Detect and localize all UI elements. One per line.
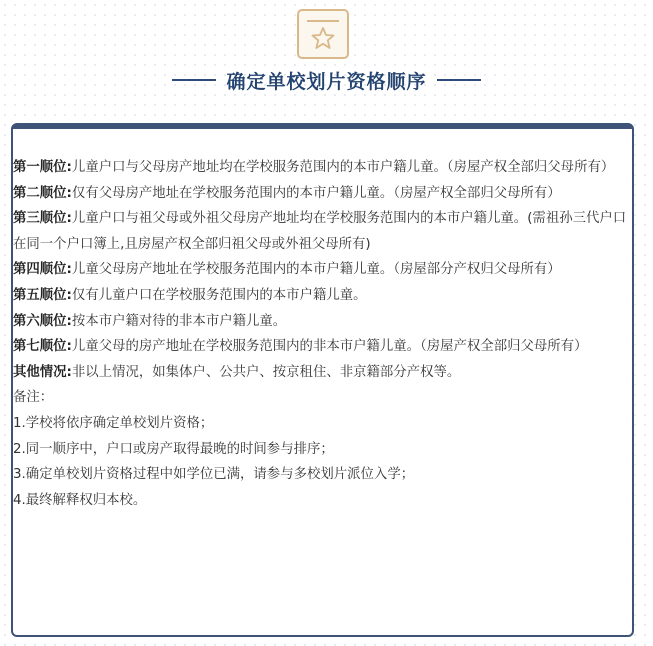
title-line-right — [437, 79, 481, 81]
content-body — [13, 155, 632, 513]
rule-label: 第四顺位: — [13, 262, 72, 278]
rule-text: 仅有儿童户口在学校服务范围内的本市户籍儿童。 — [71, 287, 367, 303]
star-badge-icon — [297, 9, 349, 59]
rule-label: 第六顺位: — [13, 313, 72, 329]
page-title: 确定单校划片资格顺序 — [226, 70, 427, 93]
title-row — [0, 63, 653, 97]
rule-item-5 — [13, 283, 632, 309]
rule-text: 按本市户籍对待的非本市户籍儿童。 — [71, 313, 287, 329]
rule-item-6 — [13, 309, 632, 335]
note-item-1: 1.学校将依序确定单校划片资格； — [13, 415, 214, 431]
rule-item-1 — [13, 155, 632, 181]
rule-label: 第三顺位: — [13, 211, 72, 227]
star-icon — [311, 27, 335, 49]
note-item-3: 3.确定单校划片资格过程中如学位已满，请参与多校划片派位入学； — [13, 467, 415, 483]
rule-item-4 — [13, 257, 632, 283]
note-item-2: 2.同一顺序中，户口或房产取得最晚的时间参与排序； — [13, 441, 334, 457]
rule-item-other — [13, 360, 632, 386]
badge-bar — [307, 20, 339, 22]
rule-text: 儿童户口与祖父母或外祖父母房产地址均在学校服务范围内的本市户籍儿童。(需祖孙三代户口在同一个户口簿上,且房屋产权全部归祖父母或外祖父母所有) — [13, 211, 627, 252]
rule-item-7 — [13, 334, 632, 360]
content-card — [11, 123, 634, 637]
rule-text: 非以上情况，如集体户、公共户、按京租住、非京籍部分产权等。 — [71, 364, 461, 380]
rule-text: 仅有父母房产地址在学校服务范围内的本市户籍儿童。（房屋产权全部归父母所有） — [71, 185, 561, 201]
rule-item-3 — [13, 206, 632, 257]
rule-item-2 — [13, 181, 632, 207]
note-item-4: 4.最终解释权归本校。 — [13, 492, 147, 508]
rule-text: 儿童父母房产地址在学校服务范围内的本市户籍儿童。（房屋部分产权归父母所有） — [71, 262, 561, 278]
rule-label: 第一顺位: — [13, 160, 72, 175]
rule-label: 第七顺位: — [13, 339, 72, 355]
rule-text: 儿童父母的房产地址在学校服务范围内的非本市户籍儿童。（房屋产权全部归父母所有） — [71, 339, 588, 355]
rule-text: 儿童户口与父母房产地址均在学校服务范围内的本市户籍儿童。（房屋产权全部归父母所有） — [71, 160, 615, 175]
rule-label: 其他情况: — [13, 364, 72, 380]
rule-label: 第二顺位: — [13, 185, 72, 201]
rule-label: 第五顺位: — [13, 287, 72, 303]
notes-heading: 备注： — [13, 390, 54, 406]
title-line-left — [172, 79, 216, 81]
